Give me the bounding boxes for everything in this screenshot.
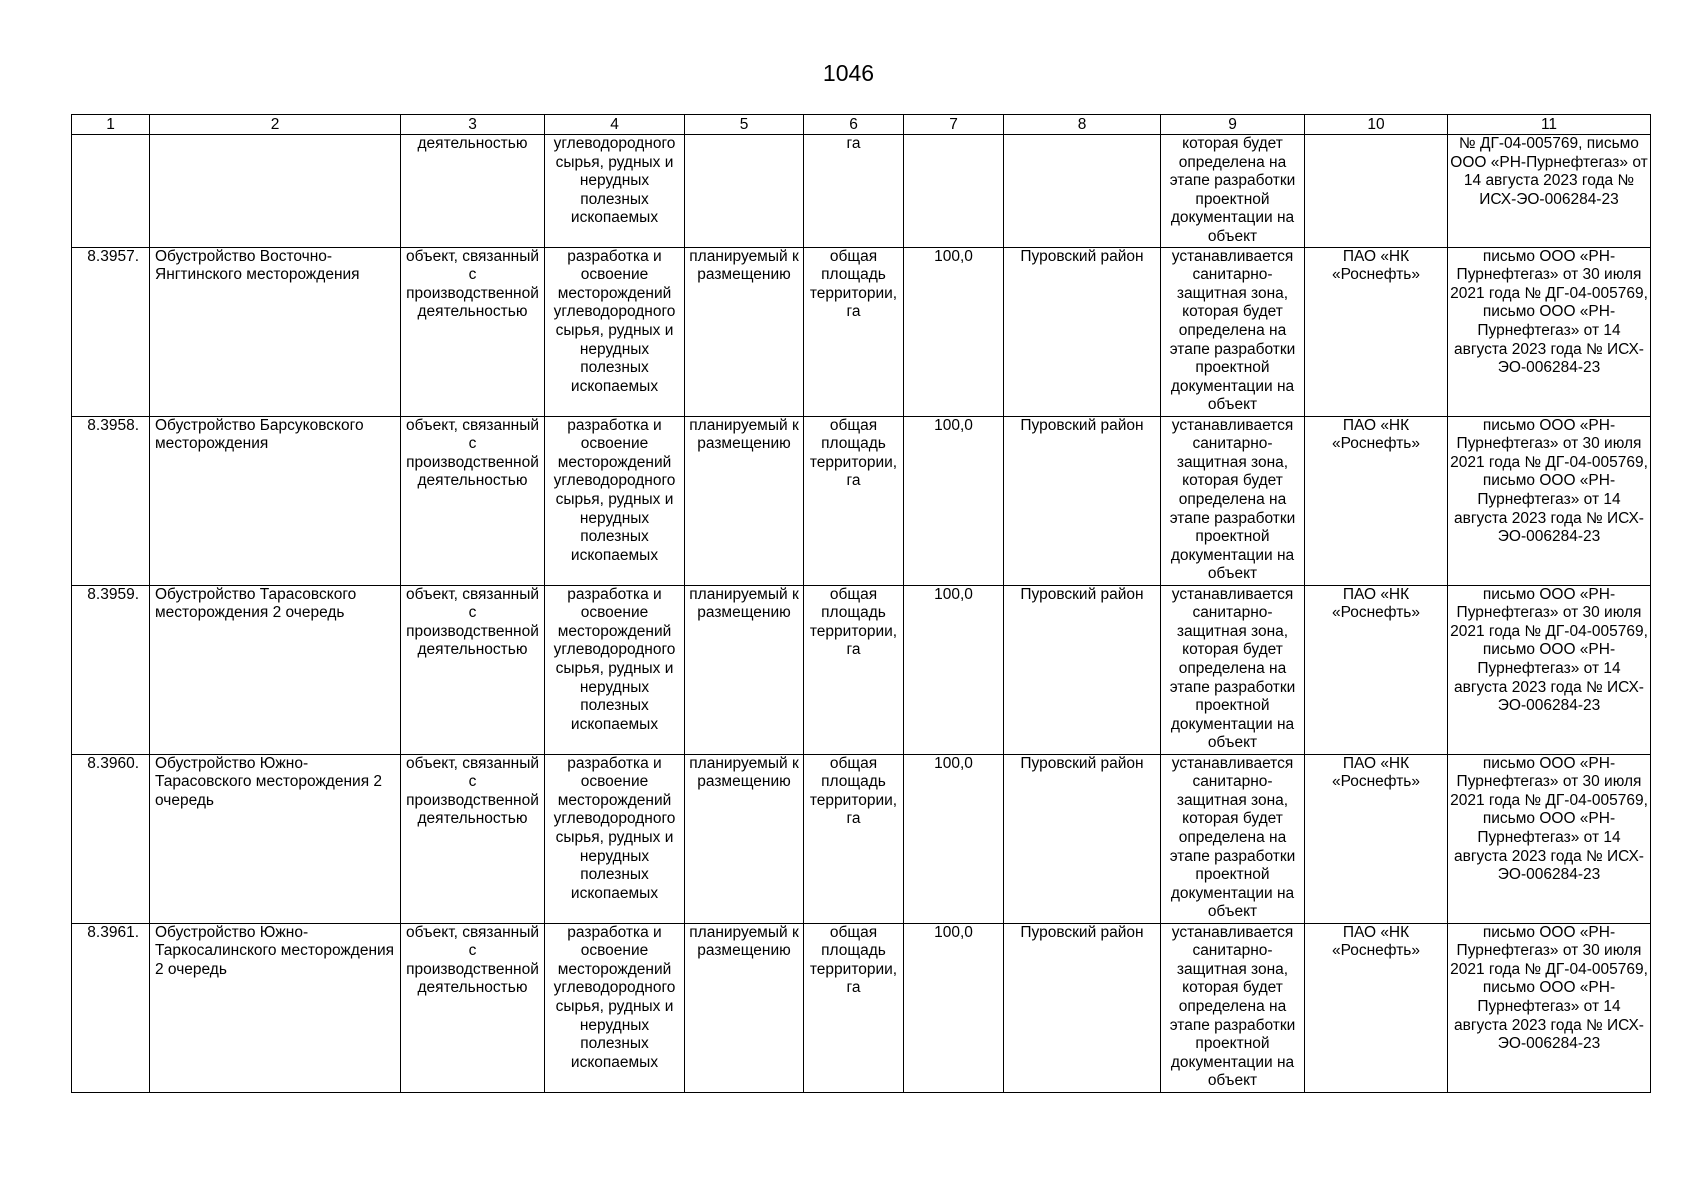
column-header: 7 (904, 115, 1004, 135)
cell-zone: которая будет определена на этапе разработки проектной документации на объект (1161, 135, 1305, 248)
cell-number: 8.3958. (72, 416, 150, 585)
cell-purpose: разработка и освоение месторождений углеводородного сырья, рудных и нерудных полезных ископаемых (545, 585, 685, 754)
cell-name: Обустройство Южно-Таркосалинского месторождения 2 очередь (150, 923, 401, 1092)
cell-zone: устанавливается санитарно-защитная зона, которая будет определена на этапе разработки проектной документации на объект (1161, 585, 1305, 754)
cell-type: деятельностью (401, 135, 545, 248)
cell-basis: письмо ООО «РН-Пурнефтегаз» от 30 июля 2021 года № ДГ-04-005769, письмо ООО «РН-Пурнефтегаз» от 14 августа 2023 года № ИСХ-ЭО-006284-23 (1448, 416, 1651, 585)
cell-number: 8.3960. (72, 754, 150, 923)
table-row (72, 585, 1651, 754)
cell-name: Обустройство Барсуковского месторождения (150, 416, 401, 585)
column-number-row (72, 115, 1651, 135)
cell-purpose: разработка и освоение месторождений углеводородного сырья, рудных и нерудных полезных ископаемых (545, 247, 685, 416)
column-header: 10 (1305, 115, 1448, 135)
cell-location: Пуровский район (1004, 585, 1161, 754)
cell-zone: устанавливается санитарно-защитная зона, которая будет определена на этапе разработки проектной документации на объект (1161, 247, 1305, 416)
table-row (72, 923, 1651, 1092)
table-row (72, 247, 1651, 416)
table-header (72, 115, 1651, 135)
table-row (72, 754, 1651, 923)
cell-location: Пуровский район (1004, 923, 1161, 1092)
column-header: 1 (72, 115, 150, 135)
cell-value (904, 135, 1004, 248)
cell-location: Пуровский район (1004, 247, 1161, 416)
cell-status: планируемый к размещению (685, 754, 804, 923)
cell-characteristic: общая площадь территории, га (804, 754, 904, 923)
cell-organization: ПАО «НК «Роснефть» (1305, 923, 1448, 1092)
cell-organization: ПАО «НК «Роснефть» (1305, 416, 1448, 585)
cell-organization: ПАО «НК «Роснефть» (1305, 754, 1448, 923)
continuation-row (72, 135, 1651, 248)
cell-number: 8.3959. (72, 585, 150, 754)
cell-value: 100,0 (904, 923, 1004, 1092)
cell-characteristic: общая площадь территории, га (804, 585, 904, 754)
column-header: 9 (1161, 115, 1305, 135)
cell-zone: устанавливается санитарно-защитная зона, которая будет определена на этапе разработки проектной документации на объект (1161, 416, 1305, 585)
cell-zone: устанавливается санитарно-защитная зона, которая будет определена на этапе разработки проектной документации на объект (1161, 923, 1305, 1092)
cell-name (150, 135, 401, 248)
cell-type: объект, связанный с производственной деятельностью (401, 416, 545, 585)
cell-purpose: разработка и освоение месторождений углеводородного сырья, рудных и нерудных полезных ископаемых (545, 416, 685, 585)
cell-status: планируемый к размещению (685, 585, 804, 754)
cell-name: Обустройство Восточно-Янгтинского месторождения (150, 247, 401, 416)
cell-value: 100,0 (904, 416, 1004, 585)
cell-type: объект, связанный с производственной деятельностью (401, 754, 545, 923)
column-header: 6 (804, 115, 904, 135)
cell-zone: устанавливается санитарно-защитная зона, которая будет определена на этапе разработки проектной документации на объект (1161, 754, 1305, 923)
page-number: 1046 (822, 60, 875, 86)
cell-value: 100,0 (904, 247, 1004, 416)
cell-purpose: углеводородного сырья, рудных и нерудных полезных ископаемых (545, 135, 685, 248)
cell-organization: ПАО «НК «Роснефть» (1305, 585, 1448, 754)
column-header: 4 (545, 115, 685, 135)
cell-value: 100,0 (904, 754, 1004, 923)
column-header: 11 (1448, 115, 1651, 135)
cell-type: объект, связанный с производственной деятельностью (401, 247, 545, 416)
cell-location: Пуровский район (1004, 754, 1161, 923)
cell-basis: № ДГ-04-005769, письмо ООО «РН-Пурнефтегаз» от 14 августа 2023 года № ИСХ-ЭО-006284-23 (1448, 135, 1651, 248)
column-header: 5 (685, 115, 804, 135)
column-header: 8 (1004, 115, 1161, 135)
cell-location (1004, 135, 1161, 248)
cell-characteristic: га (804, 135, 904, 248)
cell-characteristic: общая площадь территории, га (804, 416, 904, 585)
cell-basis: письмо ООО «РН-Пурнефтегаз» от 30 июля 2021 года № ДГ-04-005769, письмо ООО «РН-Пурнефтегаз» от 14 августа 2023 года № ИСХ-ЭО-006284-23 (1448, 247, 1651, 416)
registry-table (71, 114, 1651, 1093)
cell-location: Пуровский район (1004, 416, 1161, 585)
column-header: 3 (401, 115, 545, 135)
cell-type: объект, связанный с производственной деятельностью (401, 923, 545, 1092)
cell-basis: письмо ООО «РН-Пурнефтегаз» от 30 июля 2021 года № ДГ-04-005769, письмо ООО «РН-Пурнефтегаз» от 14 августа 2023 года № ИСХ-ЭО-006284-23 (1448, 754, 1651, 923)
cell-number (72, 135, 150, 248)
table-row (72, 416, 1651, 585)
cell-status: планируемый к размещению (685, 923, 804, 1092)
cell-status: планируемый к размещению (685, 247, 804, 416)
cell-name: Обустройство Тарасовского месторождения 2 очередь (150, 585, 401, 754)
cell-characteristic: общая площадь территории, га (804, 923, 904, 1092)
cell-status: планируемый к размещению (685, 416, 804, 585)
cell-organization: ПАО «НК «Роснефть» (1305, 247, 1448, 416)
column-header: 2 (150, 115, 401, 135)
cell-basis: письмо ООО «РН-Пурнефтегаз» от 30 июля 2021 года № ДГ-04-005769, письмо ООО «РН-Пурнефтегаз» от 14 августа 2023 года № ИСХ-ЭО-006284-23 (1448, 923, 1651, 1092)
cell-purpose: разработка и освоение месторождений углеводородного сырья, рудных и нерудных полезных ископаемых (545, 923, 685, 1092)
cell-number: 8.3961. (72, 923, 150, 1092)
cell-characteristic: общая площадь территории, га (804, 247, 904, 416)
cell-purpose: разработка и освоение месторождений углеводородного сырья, рудных и нерудных полезных ископаемых (545, 754, 685, 923)
cell-value: 100,0 (904, 585, 1004, 754)
cell-number: 8.3957. (72, 247, 150, 416)
cell-type: объект, связанный с производственной деятельностью (401, 585, 545, 754)
cell-name: Обустройство Южно-Тарасовского месторождения 2 очередь (150, 754, 401, 923)
cell-organization (1305, 135, 1448, 248)
cell-basis: письмо ООО «РН-Пурнефтегаз» от 30 июля 2021 года № ДГ-04-005769, письмо ООО «РН-Пурнефтегаз» от 14 августа 2023 года № ИСХ-ЭО-006284-23 (1448, 585, 1651, 754)
cell-status (685, 135, 804, 248)
